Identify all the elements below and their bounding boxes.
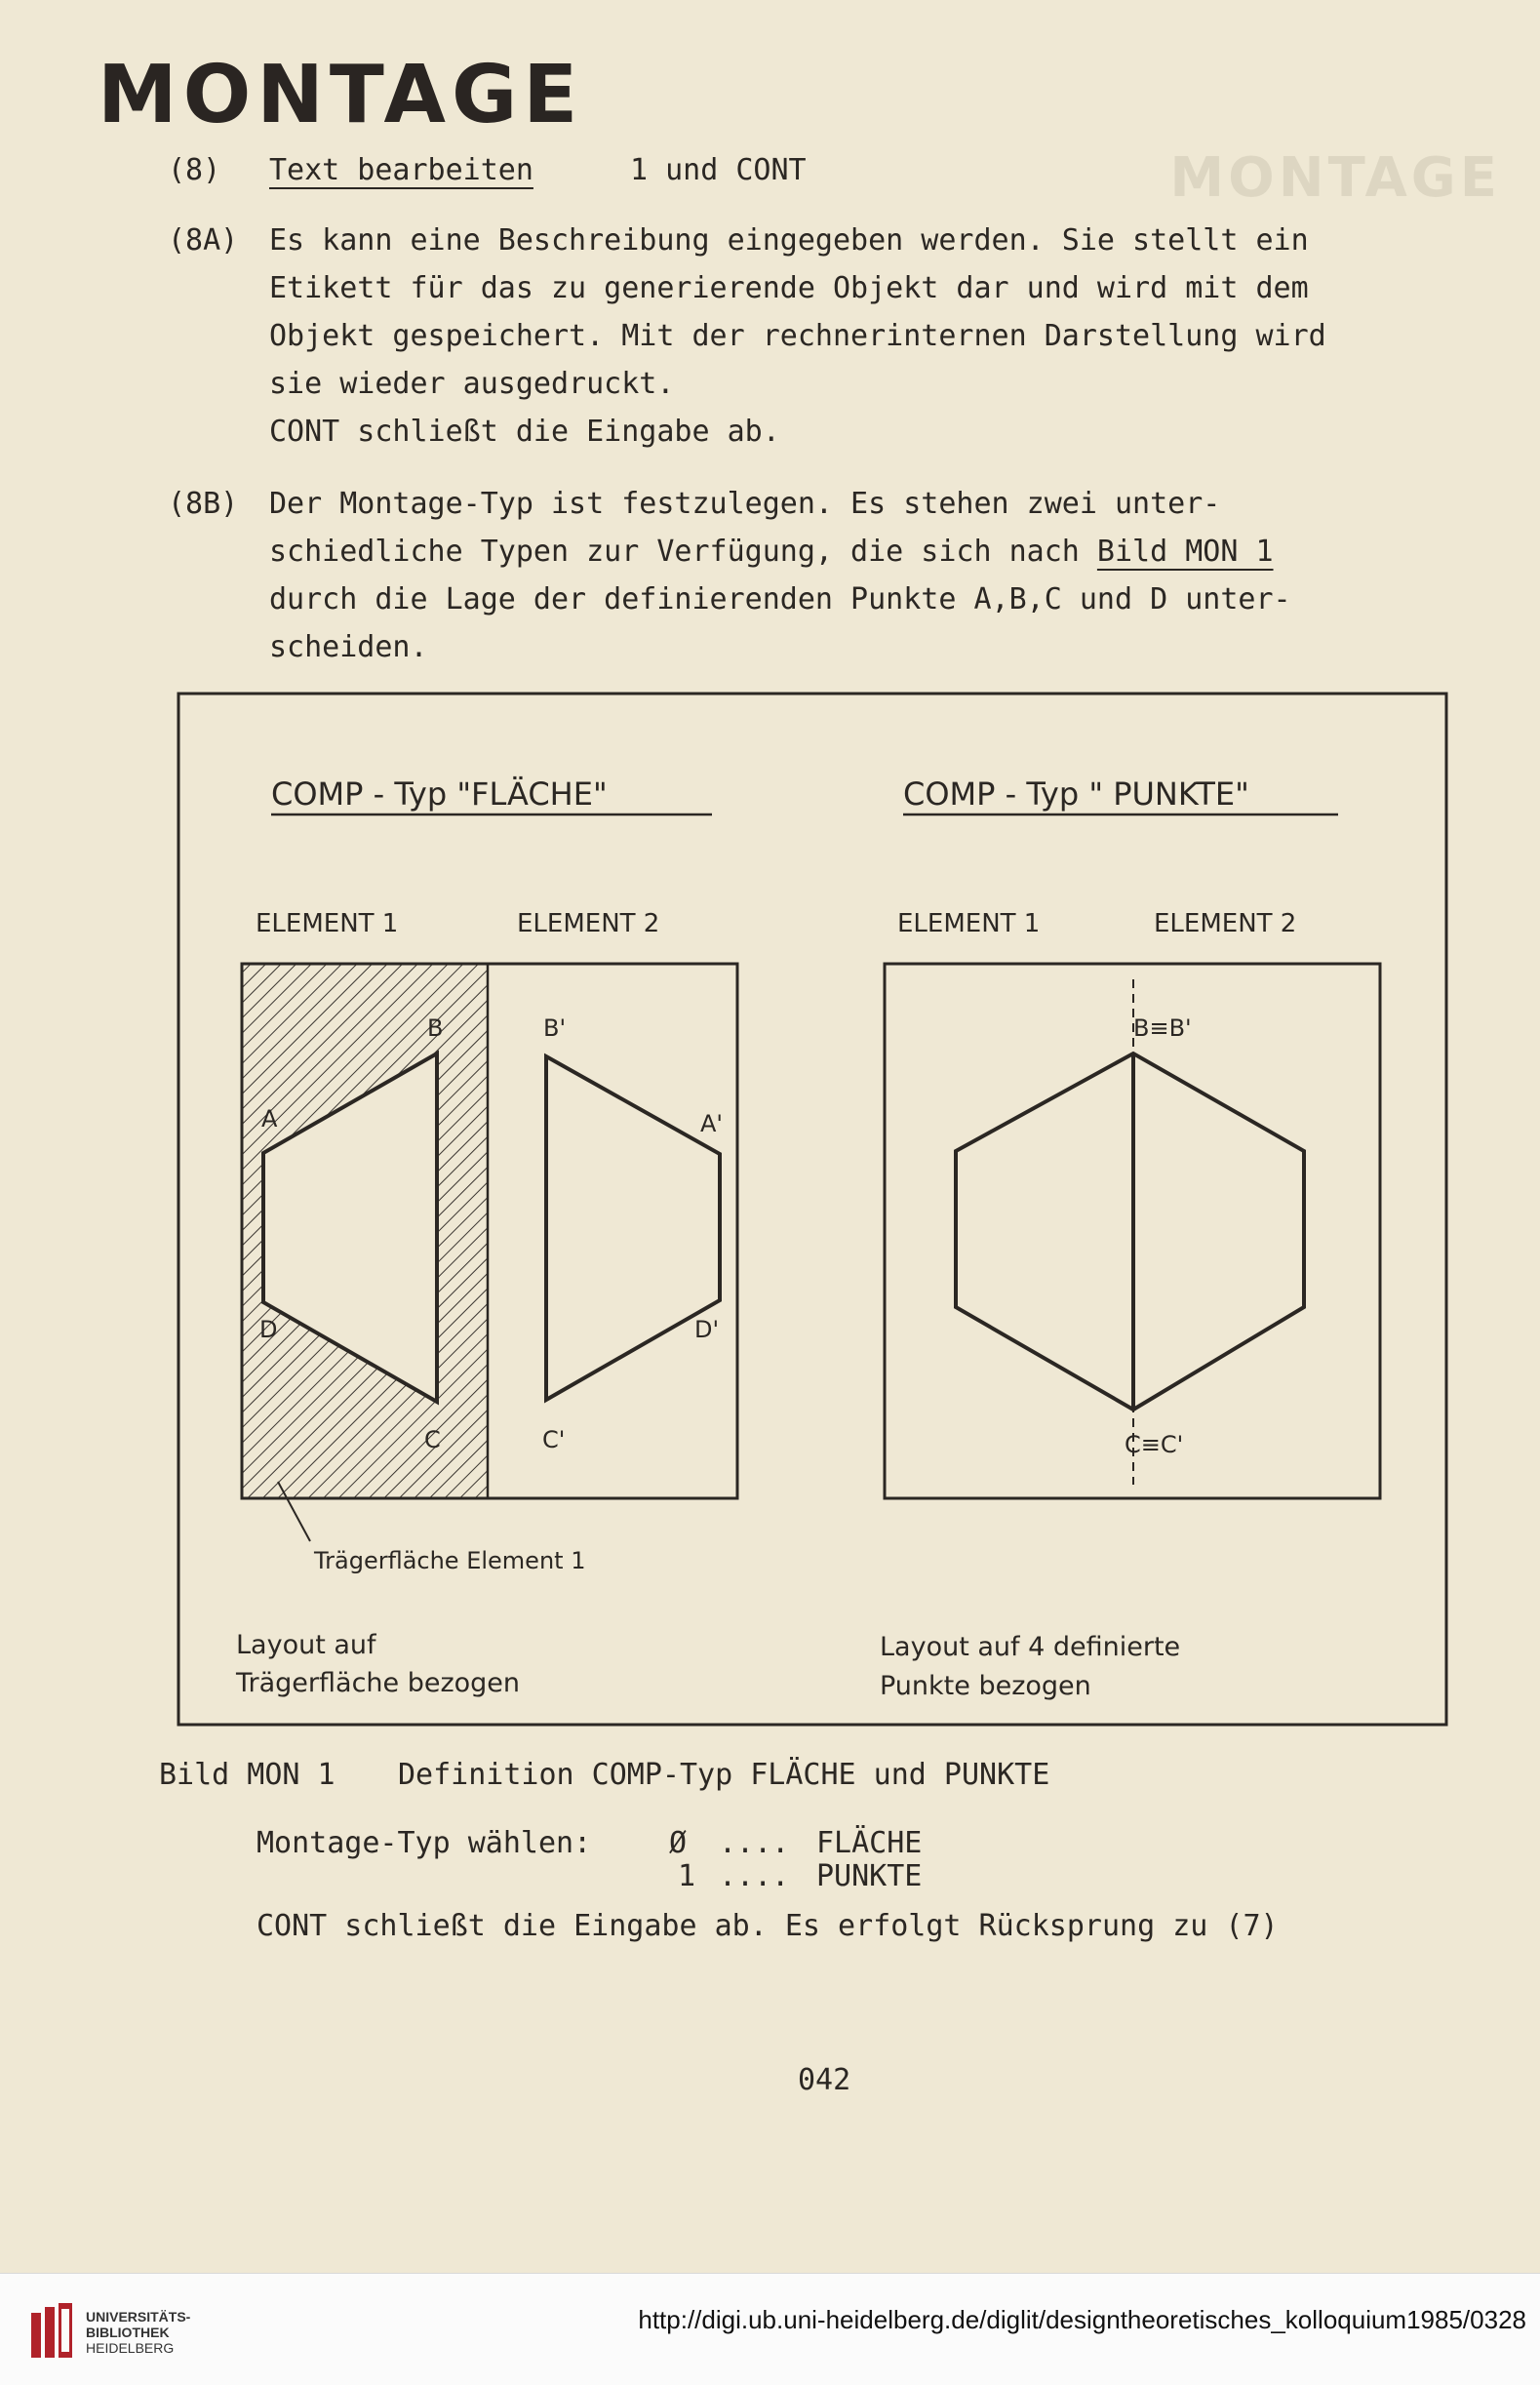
- point-b-prime-label: B': [543, 1014, 567, 1042]
- right-element-1-label: ELEMENT 1: [897, 909, 1041, 938]
- point-d-prime-label: D': [694, 1316, 720, 1343]
- point-b-label: B: [427, 1014, 444, 1042]
- point-a-prime-label: A': [700, 1110, 724, 1137]
- figure-caption-label: Bild MON 1: [159, 1758, 336, 1792]
- section-8a-line-3: Objekt gespeichert. Mit der rechnerinternen Darstellung wird: [269, 319, 1326, 353]
- section-8-number: (8): [168, 153, 221, 187]
- right-caption-line-1: Layout auf 4 definierte: [880, 1632, 1181, 1662]
- carrier-label: Trägerfläche Element 1: [314, 1547, 586, 1574]
- point-a-label: A: [261, 1105, 278, 1133]
- right-caption-line-2: Punkte bezogen: [880, 1671, 1091, 1701]
- left-caption-line-2: Trägerfläche bezogen: [236, 1668, 521, 1698]
- section-8b-line-4: scheiden.: [269, 630, 428, 664]
- section-8-heading: Text bearbeiten: [269, 153, 533, 187]
- library-name-line-2: BIBLIOTHEK: [86, 2325, 170, 2340]
- option-0-label: FLÄCHE: [816, 1826, 923, 1860]
- option-1-label: PUNKTE: [816, 1859, 923, 1893]
- left-element-2-shape: [546, 1056, 720, 1400]
- left-element-2-label: ELEMENT 2: [517, 909, 660, 938]
- point-d-label: D: [259, 1316, 278, 1343]
- section-8b-line-3: durch die Lage der definierenden Punkte A,B,C und D unter-: [269, 582, 1291, 616]
- page-title: MONTAGE: [98, 49, 584, 141]
- section-8a-line-2: Etikett für das zu generierende Objekt dar und wird mit dem: [269, 271, 1309, 305]
- figure-caption-text: Definition COMP-Typ FLÄCHE und PUNKTE: [398, 1758, 1050, 1792]
- point-c-label: C: [424, 1426, 441, 1453]
- section-8a-line-1: Es kann eine Beschreibung eingegeben werden. Sie stellt ein: [269, 223, 1309, 258]
- section-8b-number: (8B): [168, 487, 239, 521]
- section-8a-line-5: CONT schließt die Eingabe ab.: [269, 415, 780, 449]
- montage-type-prompt: Montage-Typ wählen:: [257, 1826, 592, 1860]
- option-0-dots: ....: [719, 1826, 790, 1860]
- library-name: [86, 2309, 190, 2356]
- point-c-prime-label: C': [542, 1426, 566, 1453]
- closing-instruction: CONT schließt die Eingabe ab. Es erfolgt Rücksprung zu (7): [257, 1909, 1279, 1943]
- option-1-key: 1: [678, 1859, 696, 1893]
- library-name-line-1: UNIVERSITÄTS-: [86, 2309, 191, 2325]
- left-element-1-label: ELEMENT 1: [256, 909, 399, 938]
- right-hexagon-shape: [956, 1053, 1304, 1410]
- section-8a-line-4: sie wieder ausgedruckt.: [269, 367, 675, 401]
- library-footer: [0, 2273, 1540, 2385]
- library-name-line-3: HEIDELBERG: [86, 2340, 175, 2356]
- page-number: 042: [798, 2063, 851, 2097]
- section-8b-line-2-text: schiedliche Typen zur Verfügung, die sich nach: [269, 535, 1097, 569]
- point-b-shared-label: B≡B': [1133, 1014, 1192, 1042]
- section-8-keys: 1 und CONT: [630, 153, 807, 187]
- point-c-shared-label: C≡C': [1125, 1431, 1184, 1458]
- option-0-key: Ø: [669, 1826, 688, 1860]
- bleed-through-title: MONTAGE: [1169, 146, 1501, 210]
- library-logo-icon: [29, 2303, 74, 2360]
- section-8a-number: (8A): [168, 223, 239, 258]
- figure-reference: Bild MON 1: [1096, 535, 1274, 569]
- left-caption-line-1: Layout auf: [236, 1630, 376, 1660]
- source-url-link[interactable]: http://digi.ub.uni-heidelberg.de/diglit/designtheoretisches_kolloquium1985/0328: [638, 2305, 1526, 2334]
- left-type-title: COMP - Typ "FLÄCHE": [271, 775, 608, 813]
- section-8b-line-1: Der Montage-Typ ist festzulegen. Es stehen zwei unter-: [269, 487, 1221, 521]
- right-element-2-label: ELEMENT 2: [1154, 909, 1297, 938]
- option-1-dots: ....: [719, 1859, 790, 1893]
- right-type-title: COMP - Typ " PUNKTE": [903, 775, 1249, 813]
